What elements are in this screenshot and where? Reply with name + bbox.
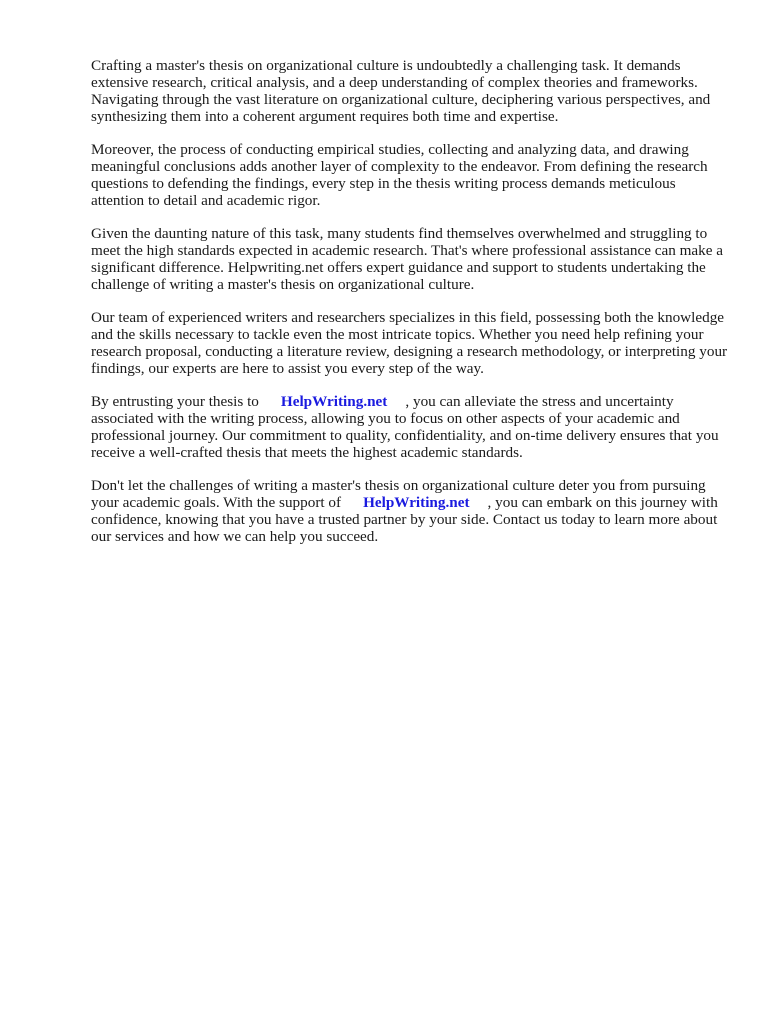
helpwriting-link[interactable]: HelpWriting.net [280,393,388,410]
paragraph-1: Crafting a master's thesis on organizational culture is undoubtedly a challenging task. It demands extensive research, critical analysis, and a deep understanding of complex theories and frameworks. Navigating through the vast literature on organizational culture, deciphering various perspectives, and synthesizing them into a coherent argument requires both time and expertise. [91,57,711,125]
paragraph-3: Given the daunting nature of this task, many students find themselves overwhelmed and struggling to meet the high standards expected in academic research. That's where professional assistance can make a significant difference. Helpwriting.net offers expert guidance and support to students undertaking the challenge of writing a master's thesis on organizational culture. [91,225,724,293]
paragraph-5-text-before: By entrusting your thesis to [91,393,259,410]
helpwriting-link[interactable]: HelpWriting.net [363,494,470,511]
paragraph-2: Moreover, the process of conducting empirical studies, collecting and analyzing data, and drawing meaningful conclusions adds another layer of complexity to the endeavor. From defining the research questions to defending the findings, every step in the thesis writing process demands meticulous attention to detail and academic rigor. [91,141,708,209]
paragraph-5-text-after: , you can alleviate the stress and uncertainty associated with the writing process, allowing you to focus on other aspects of your academic and professional journey. Our commitment to quality, confidentiality, and on-time delivery ensures that you receive a well-crafted thesis that meets the highest academic standards. [91,393,719,461]
paragraph-6-text-before: Don't let the challenges of writing a master's thesis on organizational culture deter you from pursuing your academic goals. With the support of [91,477,706,511]
paragraph-6 [91,477,731,545]
paragraph-6-text-after: , you can embark on this journey with confidence, knowing that you have a trusted partner by your side. Contact us today to learn more about our services and how we can help you succeed. [91,494,718,545]
paragraph-4: Our team of experienced writers and researchers specializes in this field, possessing both the knowledge and the skills necessary to tackle even the most intricate topics. Whether you need help refining your research proposal, conducting a literature review, designing a research methodology, or interpreting your findings, our experts are here to assist you every step of the way. [91,309,728,377]
paragraph-5 [91,393,731,461]
document-page [91,57,731,561]
